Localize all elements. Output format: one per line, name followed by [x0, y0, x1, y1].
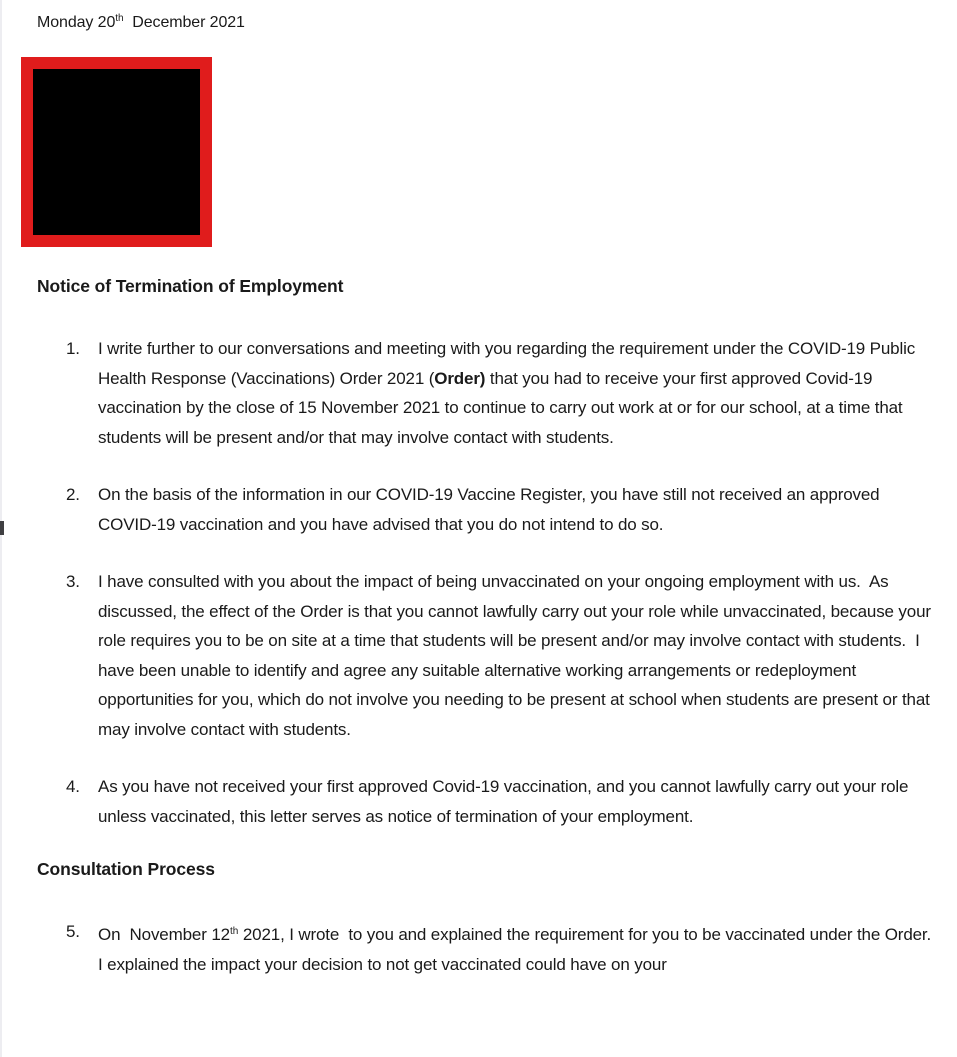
numbered-item-1 [66, 334, 935, 452]
numbered-list-consultation [0, 917, 957, 979]
date-text: Monday 20 [37, 14, 116, 31]
item-number: 2. [66, 485, 80, 504]
item-text: I write further to our conversations and meeting with you regarding the requirement under the COVID-19 Public Health Response (Vaccinations) Order 2021 (Order) that you had to receive your first approved Covid-19 vaccination by the close of 15 November 2021 to continue to carry out work at or for our school, at a time that students will be present and/or that may involve contact with students. [98, 339, 920, 447]
date-ordinal-superscript: th [229, 926, 239, 937]
consultation-heading: Consultation Process [37, 859, 215, 879]
notice-heading: Notice of Termination of Employment [37, 276, 344, 296]
numbered-item-3 [66, 567, 935, 744]
item-number: 5. [66, 922, 80, 941]
item-text: On the basis of the information in our COVID-19 Vaccine Register, you have still not received an approved COVID-19 vaccination and you have advised that you do not intend to do so. [98, 485, 885, 534]
item-number: 1. [66, 339, 80, 358]
redaction-box [21, 57, 212, 247]
bold-order-term: Order) [434, 368, 486, 388]
numbered-item-4 [66, 772, 935, 831]
date-line [37, 8, 957, 33]
item-number: 4. [66, 777, 80, 796]
numbered-item-5 [66, 917, 941, 979]
numbered-item-2 [66, 480, 935, 539]
item-text: As you have not received your first approved Covid-19 vaccination, and you cannot lawfully carry out your role unless vaccinated, this letter serves as notice of termination of your employment. [98, 777, 913, 826]
item-text: I have consulted with you about the impact of being unvaccinated on your ongoing employment with us. As discussed, the effect of the Order is that you cannot lawfully carry out your role while unvaccinated, because your role requires you to be on site at a time that students will be present and/or may involve contact with students. I have been unable to identify and agree any suitable alternative working arrangements or redeployment opportunities for you, which do not involve you needing to be present at school when students are present or that may involve contact with students. [98, 572, 936, 739]
date-text: December 2021 [123, 14, 245, 31]
scan-artifact [0, 521, 4, 535]
numbered-list-main [0, 334, 957, 831]
item-number: 3. [66, 572, 80, 591]
date-ordinal-superscript: th [115, 13, 124, 24]
item-text: On November 12th 2021, I wrote to you and explained the requirement for you to be vaccinated under the Order. I explained the impact your decision to not get vaccinated could have on your [98, 925, 941, 974]
